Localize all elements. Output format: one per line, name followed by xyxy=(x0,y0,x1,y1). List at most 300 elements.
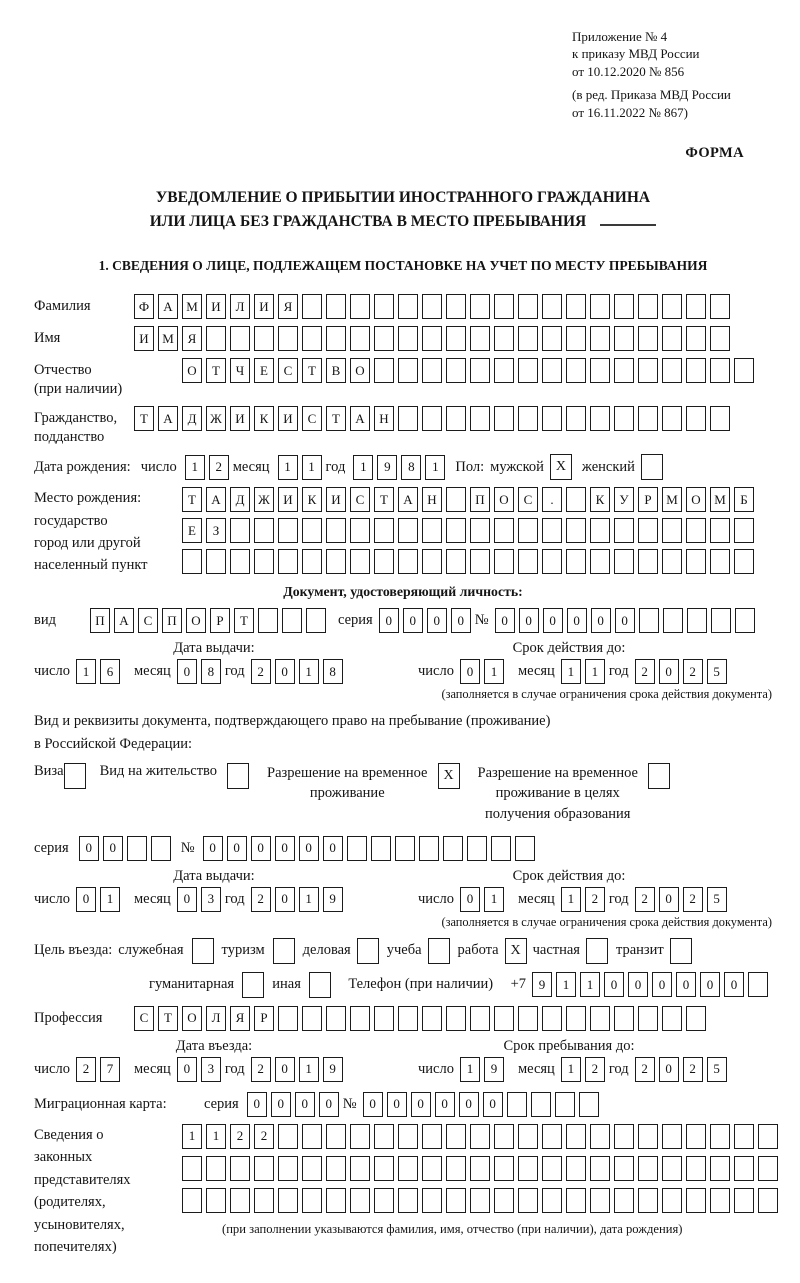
rep-row3-cell[interactable] xyxy=(374,1188,394,1213)
name-cell[interactable] xyxy=(590,326,610,351)
rep-row1-cell[interactable] xyxy=(734,1124,754,1149)
patronymic-cell[interactable] xyxy=(686,358,706,383)
birth-place-row1-cell[interactable]: А xyxy=(206,487,226,512)
phone-cell[interactable]: 0 xyxy=(700,972,720,997)
profession-cell[interactable] xyxy=(494,1006,514,1031)
mig-number-cell[interactable]: 0 xyxy=(363,1092,383,1117)
visa-checkbox[interactable] xyxy=(64,763,86,789)
mig-series-cell[interactable]: 0 xyxy=(295,1092,315,1117)
rep-row1-cell[interactable] xyxy=(686,1124,706,1149)
surname-cell[interactable] xyxy=(326,294,346,319)
rep-row1-cell[interactable] xyxy=(446,1124,466,1149)
rep-row1-cell[interactable] xyxy=(494,1124,514,1149)
name-cell[interactable] xyxy=(350,326,370,351)
birth-place-row3-cell[interactable] xyxy=(206,549,226,574)
passport-series-cell[interactable]: 0 xyxy=(451,608,471,633)
birth-place-row3-cell[interactable] xyxy=(398,549,418,574)
permit-number-cell[interactable] xyxy=(371,836,391,861)
rep-row2-cell[interactable] xyxy=(422,1156,442,1181)
rep-row3-cell[interactable] xyxy=(230,1188,250,1213)
passport-series-cell[interactable]: 0 xyxy=(379,608,399,633)
surname-cell[interactable]: Я xyxy=(278,294,298,319)
patronymic-cell[interactable] xyxy=(710,358,730,383)
citizenship-cell[interactable]: Н xyxy=(374,406,394,431)
permit-issue-month-cell[interactable]: 3 xyxy=(201,887,221,912)
rep-row2-cell[interactable] xyxy=(470,1156,490,1181)
birth-place-row1-cell[interactable]: И xyxy=(326,487,346,512)
temp-residence-checkbox[interactable]: X xyxy=(438,763,460,789)
profession-cell[interactable]: О xyxy=(182,1006,202,1031)
name-cell[interactable] xyxy=(374,326,394,351)
rep-row1-cell[interactable] xyxy=(302,1124,322,1149)
birth-place-row1-cell[interactable]: С xyxy=(518,487,538,512)
birth-year-cell[interactable]: 1 xyxy=(353,455,373,480)
birth-place-row3-cell[interactable] xyxy=(710,549,730,574)
name-cell[interactable] xyxy=(278,326,298,351)
citizenship-cell[interactable]: И xyxy=(230,406,250,431)
permit-number-cell[interactable]: 0 xyxy=(323,836,343,861)
citizenship-cell[interactable] xyxy=(518,406,538,431)
patronymic-cell[interactable] xyxy=(638,358,658,383)
entry-year-cell[interactable]: 2 xyxy=(251,1057,271,1082)
rep-row2-cell[interactable] xyxy=(614,1156,634,1181)
rep-row3-cell[interactable] xyxy=(422,1188,442,1213)
surname-cell[interactable] xyxy=(614,294,634,319)
permit-number-cell[interactable] xyxy=(395,836,415,861)
phone-cell[interactable] xyxy=(748,972,768,997)
rep-row2-cell[interactable] xyxy=(254,1156,274,1181)
phone-cell[interactable]: 0 xyxy=(652,972,672,997)
birth-place-row1-cell[interactable]: М xyxy=(662,487,682,512)
birth-place-row3-cell[interactable] xyxy=(518,549,538,574)
entry-month-cell[interactable]: 3 xyxy=(201,1057,221,1082)
birth-place-row3-cell[interactable] xyxy=(446,549,466,574)
passport-valid-year-cell[interactable]: 5 xyxy=(707,659,727,684)
birth-place-row3-cell[interactable] xyxy=(422,549,442,574)
passport-type-cell[interactable]: Р xyxy=(210,608,230,633)
purpose-other-checkbox[interactable] xyxy=(309,972,331,998)
profession-cell[interactable] xyxy=(422,1006,442,1031)
passport-number-cell[interactable]: 0 xyxy=(567,608,587,633)
profession-cell[interactable] xyxy=(470,1006,490,1031)
rep-row1-cell[interactable] xyxy=(518,1124,538,1149)
birth-place-row1-cell[interactable] xyxy=(566,487,586,512)
permit-valid-year-cell[interactable]: 2 xyxy=(635,887,655,912)
rep-row2-cell[interactable] xyxy=(734,1156,754,1181)
rep-row3-cell[interactable] xyxy=(614,1188,634,1213)
profession-cell[interactable] xyxy=(302,1006,322,1031)
entry-month-cell[interactable]: 0 xyxy=(177,1057,197,1082)
stay-year-cell[interactable]: 0 xyxy=(659,1057,679,1082)
passport-issue-month-cell[interactable]: 8 xyxy=(201,659,221,684)
birth-place-row3-cell[interactable] xyxy=(614,549,634,574)
entry-year-cell[interactable]: 1 xyxy=(299,1057,319,1082)
surname-cell[interactable] xyxy=(686,294,706,319)
stay-day-cell[interactable]: 1 xyxy=(460,1057,480,1082)
rep-row3-cell[interactable] xyxy=(758,1188,778,1213)
surname-cell[interactable]: Л xyxy=(230,294,250,319)
birth-place-row3-cell[interactable] xyxy=(662,549,682,574)
birth-place-row3-cell[interactable] xyxy=(230,549,250,574)
passport-issue-year-cell[interactable]: 2 xyxy=(251,659,271,684)
name-cell[interactable] xyxy=(326,326,346,351)
passport-series-cell[interactable]: 0 xyxy=(403,608,423,633)
citizenship-cell[interactable] xyxy=(638,406,658,431)
name-cell[interactable] xyxy=(638,326,658,351)
birth-place-row3-cell[interactable] xyxy=(734,549,754,574)
passport-type-cell[interactable]: П xyxy=(162,608,182,633)
patronymic-cell[interactable]: С xyxy=(278,358,298,383)
passport-type-cell[interactable] xyxy=(306,608,326,633)
surname-cell[interactable] xyxy=(494,294,514,319)
rep-row2-cell[interactable] xyxy=(350,1156,370,1181)
passport-number-cell[interactable] xyxy=(735,608,755,633)
rep-row2-cell[interactable] xyxy=(566,1156,586,1181)
name-cell[interactable] xyxy=(710,326,730,351)
profession-cell[interactable]: С xyxy=(134,1006,154,1031)
birth-place-row1-cell[interactable]: М xyxy=(710,487,730,512)
birth-place-row3-cell[interactable] xyxy=(278,549,298,574)
surname-cell[interactable]: И xyxy=(254,294,274,319)
surname-cell[interactable] xyxy=(374,294,394,319)
citizenship-cell[interactable]: Т xyxy=(134,406,154,431)
patronymic-cell[interactable] xyxy=(422,358,442,383)
profession-cell[interactable] xyxy=(374,1006,394,1031)
name-cell[interactable] xyxy=(662,326,682,351)
rep-row2-cell[interactable] xyxy=(230,1156,250,1181)
birth-place-row1-cell[interactable]: Р xyxy=(638,487,658,512)
birth-place-row1-cell[interactable]: К xyxy=(590,487,610,512)
birth-place-row1-cell[interactable]: Т xyxy=(374,487,394,512)
birth-place-row2-cell[interactable] xyxy=(542,518,562,543)
passport-series-cell[interactable]: 0 xyxy=(427,608,447,633)
rep-row3-cell[interactable] xyxy=(206,1188,226,1213)
passport-issue-month-cell[interactable]: 0 xyxy=(177,659,197,684)
birth-place-row2-cell[interactable] xyxy=(614,518,634,543)
birth-place-row2-cell[interactable] xyxy=(254,518,274,543)
name-cell[interactable] xyxy=(686,326,706,351)
passport-number-cell[interactable]: 0 xyxy=(495,608,515,633)
rep-row1-cell[interactable]: 2 xyxy=(254,1124,274,1149)
purpose-private-checkbox[interactable] xyxy=(586,938,608,964)
rep-row2-cell[interactable] xyxy=(542,1156,562,1181)
citizenship-cell[interactable]: Т xyxy=(326,406,346,431)
passport-number-cell[interactable]: 0 xyxy=(519,608,539,633)
birth-place-row1-cell[interactable]: И xyxy=(278,487,298,512)
surname-cell[interactable] xyxy=(470,294,490,319)
name-cell[interactable]: Я xyxy=(182,326,202,351)
stay-month-cell[interactable]: 2 xyxy=(585,1057,605,1082)
stay-year-cell[interactable]: 5 xyxy=(707,1057,727,1082)
birth-place-row2-cell[interactable] xyxy=(590,518,610,543)
rep-row3-cell[interactable] xyxy=(590,1188,610,1213)
birth-place-row3-cell[interactable] xyxy=(638,549,658,574)
permit-valid-month-cell[interactable]: 2 xyxy=(585,887,605,912)
rep-row1-cell[interactable] xyxy=(614,1124,634,1149)
citizenship-cell[interactable]: И xyxy=(278,406,298,431)
name-cell[interactable] xyxy=(470,326,490,351)
rep-row1-cell[interactable]: 1 xyxy=(206,1124,226,1149)
rep-row3-cell[interactable] xyxy=(518,1188,538,1213)
permit-number-cell[interactable]: 0 xyxy=(203,836,223,861)
profession-cell[interactable] xyxy=(398,1006,418,1031)
rep-row1-cell[interactable] xyxy=(566,1124,586,1149)
profession-cell[interactable]: Т xyxy=(158,1006,178,1031)
rep-row1-cell[interactable] xyxy=(638,1124,658,1149)
rep-row3-cell[interactable] xyxy=(686,1188,706,1213)
permit-valid-day-cell[interactable]: 0 xyxy=(460,887,480,912)
permit-issue-year-cell[interactable]: 0 xyxy=(275,887,295,912)
citizenship-cell[interactable] xyxy=(662,406,682,431)
profession-cell[interactable]: Л xyxy=(206,1006,226,1031)
permit-issue-year-cell[interactable]: 9 xyxy=(323,887,343,912)
rep-row3-cell[interactable] xyxy=(254,1188,274,1213)
name-cell[interactable] xyxy=(446,326,466,351)
patronymic-cell[interactable] xyxy=(614,358,634,383)
surname-cell[interactable] xyxy=(542,294,562,319)
birth-year-cell[interactable]: 9 xyxy=(377,455,397,480)
birth-place-row2-cell[interactable] xyxy=(230,518,250,543)
birth-place-row1-cell[interactable]: О xyxy=(686,487,706,512)
birth-place-row1-cell[interactable] xyxy=(446,487,466,512)
rep-row3-cell[interactable] xyxy=(662,1188,682,1213)
temp-residence-edu-checkbox[interactable] xyxy=(648,763,670,789)
birth-place-row1-cell[interactable]: Б xyxy=(734,487,754,512)
rep-row1-cell[interactable]: 1 xyxy=(182,1124,202,1149)
citizenship-cell[interactable] xyxy=(398,406,418,431)
passport-type-cell[interactable]: П xyxy=(90,608,110,633)
rep-row3-cell[interactable] xyxy=(542,1188,562,1213)
rep-row1-cell[interactable] xyxy=(710,1124,730,1149)
profession-cell[interactable] xyxy=(326,1006,346,1031)
rep-row3-cell[interactable] xyxy=(302,1188,322,1213)
passport-issue-day-cell[interactable]: 6 xyxy=(100,659,120,684)
mig-number-cell[interactable]: 0 xyxy=(435,1092,455,1117)
rep-row3-cell[interactable] xyxy=(350,1188,370,1213)
patronymic-cell[interactable]: О xyxy=(182,358,202,383)
surname-cell[interactable]: Ф xyxy=(134,294,154,319)
rep-row1-cell[interactable] xyxy=(662,1124,682,1149)
permit-number-cell[interactable] xyxy=(443,836,463,861)
birth-place-row2-cell[interactable] xyxy=(566,518,586,543)
patronymic-cell[interactable] xyxy=(734,358,754,383)
profession-cell[interactable] xyxy=(686,1006,706,1031)
phone-cell[interactable]: 1 xyxy=(556,972,576,997)
birth-place-row3-cell[interactable] xyxy=(254,549,274,574)
permit-series-cell[interactable]: 0 xyxy=(79,836,99,861)
citizenship-cell[interactable] xyxy=(590,406,610,431)
surname-cell[interactable] xyxy=(638,294,658,319)
rep-row1-cell[interactable] xyxy=(374,1124,394,1149)
citizenship-cell[interactable] xyxy=(446,406,466,431)
passport-issue-year-cell[interactable]: 1 xyxy=(299,659,319,684)
patronymic-cell[interactable]: О xyxy=(350,358,370,383)
permit-number-cell[interactable]: 0 xyxy=(251,836,271,861)
purpose-tourism-checkbox[interactable] xyxy=(273,938,295,964)
patronymic-cell[interactable] xyxy=(470,358,490,383)
citizenship-cell[interactable]: С xyxy=(302,406,322,431)
birth-place-row1-cell[interactable]: О xyxy=(494,487,514,512)
patronymic-cell[interactable]: Т xyxy=(302,358,322,383)
birth-place-row3-cell[interactable] xyxy=(374,549,394,574)
name-cell[interactable] xyxy=(518,326,538,351)
surname-cell[interactable] xyxy=(422,294,442,319)
passport-number-cell[interactable]: 0 xyxy=(543,608,563,633)
rep-row2-cell[interactable] xyxy=(278,1156,298,1181)
rep-row2-cell[interactable] xyxy=(302,1156,322,1181)
passport-valid-year-cell[interactable]: 2 xyxy=(683,659,703,684)
male-checkbox[interactable]: X xyxy=(550,454,572,480)
birth-place-row3-cell[interactable] xyxy=(590,549,610,574)
passport-type-cell[interactable]: А xyxy=(114,608,134,633)
rep-row2-cell[interactable] xyxy=(374,1156,394,1181)
surname-cell[interactable] xyxy=(710,294,730,319)
rep-row3-cell[interactable] xyxy=(734,1188,754,1213)
rep-row3-cell[interactable] xyxy=(566,1188,586,1213)
surname-cell[interactable] xyxy=(518,294,538,319)
patronymic-cell[interactable]: В xyxy=(326,358,346,383)
rep-row1-cell[interactable]: 2 xyxy=(230,1124,250,1149)
entry-day-cell[interactable]: 2 xyxy=(76,1057,96,1082)
mig-number-cell[interactable] xyxy=(579,1092,599,1117)
birth-month-cell[interactable]: 1 xyxy=(278,455,298,480)
permit-number-cell[interactable]: 0 xyxy=(227,836,247,861)
birth-place-row2-cell[interactable] xyxy=(350,518,370,543)
patronymic-cell[interactable] xyxy=(566,358,586,383)
patronymic-cell[interactable] xyxy=(590,358,610,383)
rep-row3-cell[interactable] xyxy=(278,1188,298,1213)
passport-valid-day-cell[interactable]: 1 xyxy=(484,659,504,684)
passport-number-cell[interactable] xyxy=(687,608,707,633)
birth-place-row2-cell[interactable] xyxy=(278,518,298,543)
rep-row2-cell[interactable] xyxy=(446,1156,466,1181)
passport-number-cell[interactable]: 0 xyxy=(591,608,611,633)
passport-number-cell[interactable]: 0 xyxy=(615,608,635,633)
permit-issue-year-cell[interactable]: 1 xyxy=(299,887,319,912)
birth-place-row2-cell[interactable] xyxy=(374,518,394,543)
entry-year-cell[interactable]: 0 xyxy=(275,1057,295,1082)
surname-cell[interactable] xyxy=(350,294,370,319)
mig-number-cell[interactable]: 0 xyxy=(411,1092,431,1117)
birth-day-cell[interactable]: 1 xyxy=(185,455,205,480)
profession-cell[interactable] xyxy=(638,1006,658,1031)
citizenship-cell[interactable] xyxy=(422,406,442,431)
rep-row2-cell[interactable] xyxy=(758,1156,778,1181)
purpose-study-checkbox[interactable] xyxy=(428,938,450,964)
birth-place-row2-cell[interactable] xyxy=(326,518,346,543)
citizenship-cell[interactable]: Ж xyxy=(206,406,226,431)
birth-place-row2-cell[interactable] xyxy=(734,518,754,543)
name-cell[interactable] xyxy=(398,326,418,351)
female-checkbox[interactable] xyxy=(641,454,663,480)
phone-cell[interactable]: 0 xyxy=(724,972,744,997)
patronymic-cell[interactable] xyxy=(374,358,394,383)
passport-number-cell[interactable] xyxy=(663,608,683,633)
birth-place-row2-cell[interactable]: Е xyxy=(182,518,202,543)
patronymic-cell[interactable] xyxy=(398,358,418,383)
rep-row1-cell[interactable] xyxy=(326,1124,346,1149)
patronymic-cell[interactable] xyxy=(494,358,514,383)
permit-number-cell[interactable] xyxy=(491,836,511,861)
purpose-humanitarian-checkbox[interactable] xyxy=(242,972,264,998)
patronymic-cell[interactable]: Т xyxy=(206,358,226,383)
birth-place-row2-cell[interactable] xyxy=(302,518,322,543)
profession-cell[interactable] xyxy=(278,1006,298,1031)
surname-cell[interactable] xyxy=(398,294,418,319)
profession-cell[interactable] xyxy=(566,1006,586,1031)
rep-row2-cell[interactable] xyxy=(638,1156,658,1181)
birth-place-row3-cell[interactable] xyxy=(494,549,514,574)
rep-row2-cell[interactable] xyxy=(182,1156,202,1181)
mig-number-cell[interactable]: 0 xyxy=(459,1092,479,1117)
passport-issue-year-cell[interactable]: 0 xyxy=(275,659,295,684)
birth-place-row2-cell[interactable] xyxy=(518,518,538,543)
permit-valid-day-cell[interactable]: 1 xyxy=(484,887,504,912)
surname-cell[interactable]: И xyxy=(206,294,226,319)
rep-row1-cell[interactable] xyxy=(398,1124,418,1149)
stay-day-cell[interactable]: 9 xyxy=(484,1057,504,1082)
birth-place-row2-cell[interactable] xyxy=(398,518,418,543)
passport-valid-month-cell[interactable]: 1 xyxy=(585,659,605,684)
rep-row3-cell[interactable] xyxy=(446,1188,466,1213)
birth-place-row1-cell[interactable]: . xyxy=(542,487,562,512)
birth-place-row3-cell[interactable] xyxy=(350,549,370,574)
rep-row2-cell[interactable] xyxy=(686,1156,706,1181)
profession-cell[interactable] xyxy=(662,1006,682,1031)
surname-cell[interactable] xyxy=(566,294,586,319)
permit-number-cell[interactable] xyxy=(515,836,535,861)
birth-place-row3-cell[interactable] xyxy=(182,549,202,574)
citizenship-cell[interactable] xyxy=(686,406,706,431)
rep-row1-cell[interactable] xyxy=(350,1124,370,1149)
birth-year-cell[interactable]: 8 xyxy=(401,455,421,480)
birth-place-row2-cell[interactable] xyxy=(470,518,490,543)
birth-place-row1-cell[interactable]: П xyxy=(470,487,490,512)
stay-year-cell[interactable]: 2 xyxy=(683,1057,703,1082)
permit-issue-year-cell[interactable]: 2 xyxy=(251,887,271,912)
patronymic-cell[interactable]: Е xyxy=(254,358,274,383)
rep-row1-cell[interactable] xyxy=(758,1124,778,1149)
profession-cell[interactable] xyxy=(542,1006,562,1031)
rep-row1-cell[interactable] xyxy=(542,1124,562,1149)
permit-issue-month-cell[interactable]: 0 xyxy=(177,887,197,912)
passport-valid-month-cell[interactable]: 1 xyxy=(561,659,581,684)
birth-place-row2-cell[interactable]: З xyxy=(206,518,226,543)
citizenship-cell[interactable]: К xyxy=(254,406,274,431)
rep-row1-cell[interactable] xyxy=(470,1124,490,1149)
birth-place-row3-cell[interactable] xyxy=(326,549,346,574)
passport-type-cell[interactable] xyxy=(282,608,302,633)
profession-cell[interactable] xyxy=(614,1006,634,1031)
name-cell[interactable]: М xyxy=(158,326,178,351)
birth-place-row3-cell[interactable] xyxy=(542,549,562,574)
rep-row2-cell[interactable] xyxy=(590,1156,610,1181)
permit-number-cell[interactable]: 0 xyxy=(275,836,295,861)
citizenship-cell[interactable] xyxy=(710,406,730,431)
surname-cell[interactable]: М xyxy=(182,294,202,319)
permit-issue-day-cell[interactable]: 0 xyxy=(76,887,96,912)
phone-cell[interactable]: 0 xyxy=(604,972,624,997)
birth-year-cell[interactable]: 1 xyxy=(425,455,445,480)
phone-cell[interactable]: 0 xyxy=(628,972,648,997)
mig-number-cell[interactable] xyxy=(531,1092,551,1117)
permit-series-cell[interactable]: 0 xyxy=(103,836,123,861)
name-cell[interactable] xyxy=(494,326,514,351)
entry-year-cell[interactable]: 9 xyxy=(323,1057,343,1082)
birth-day-cell[interactable]: 2 xyxy=(209,455,229,480)
birth-place-row2-cell[interactable] xyxy=(422,518,442,543)
stay-year-cell[interactable]: 2 xyxy=(635,1057,655,1082)
